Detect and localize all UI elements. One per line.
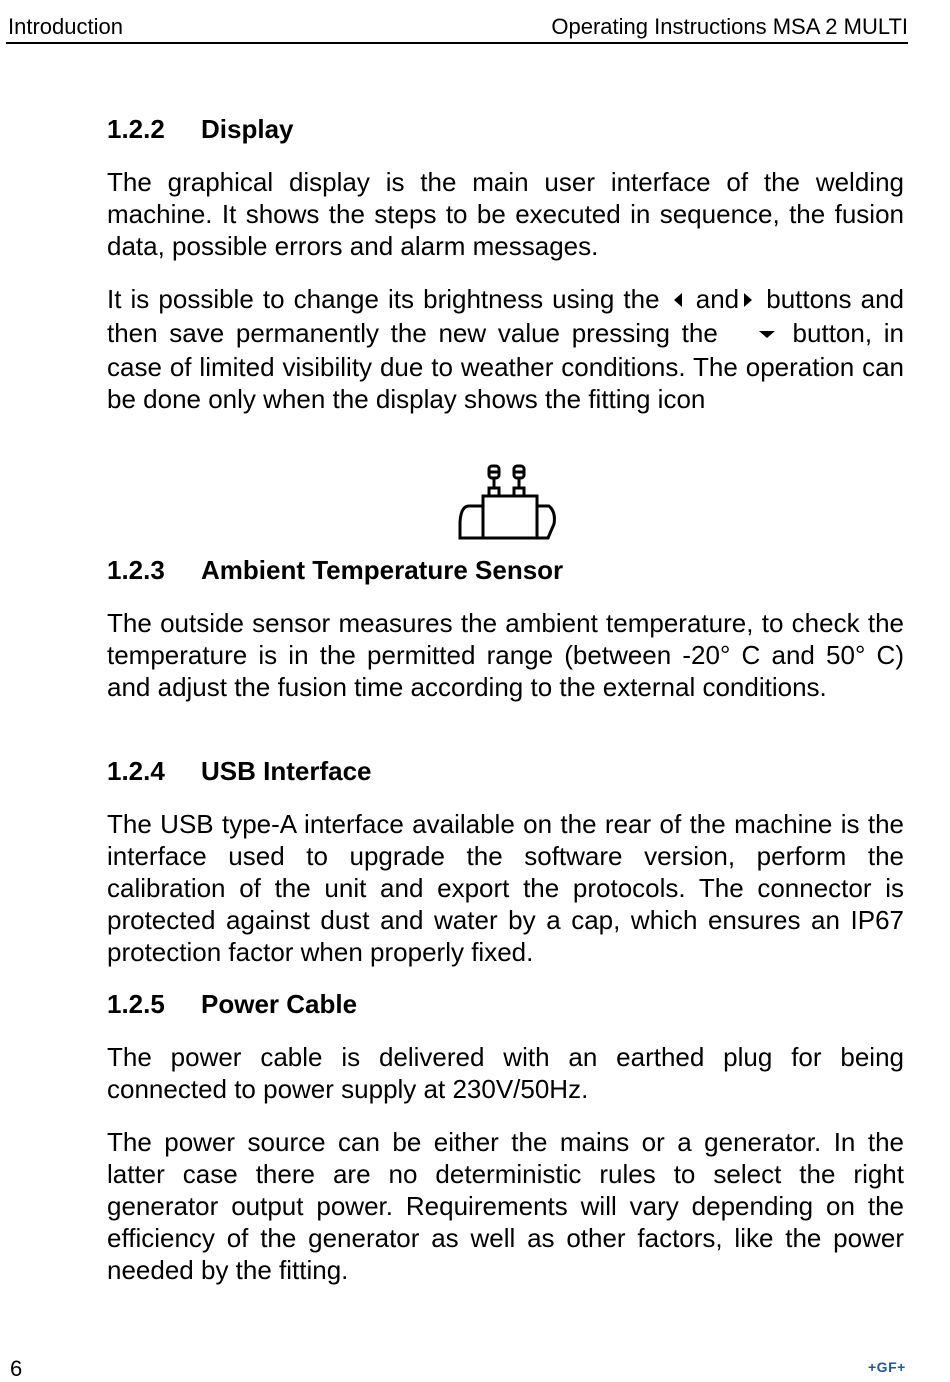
gf-logo: +GF+ (868, 1359, 906, 1375)
section-title: USB Interface (201, 756, 372, 786)
header-rule (6, 42, 908, 44)
power-paragraph-1: The power cable is delivered with an earthed plug for being connected to power supply at 230V/50Hz. (107, 1042, 904, 1104)
ambient-paragraph-1: The outside sensor measures the ambient temperature, to check the temperature is in the permitted range (between -20° C and 50° C) and adjust the fusion time according to the external conditions. (107, 608, 904, 702)
arrow-down-icon (753, 319, 781, 351)
display-p2-text-b: and (695, 284, 740, 314)
section-heading-display (107, 113, 294, 145)
arrow-right-icon (739, 285, 757, 317)
section-title: Power Cable (201, 989, 358, 1019)
display-p2-text-c: buttons and then save permanently the new value pressing the (107, 284, 904, 349)
display-paragraph-2 (107, 283, 904, 415)
section-number: 1.2.3 (107, 555, 165, 585)
display-p2-text-d: button, in case of limited visibility due to weather conditions. The operation can be done only when the display shows the fitting icon (107, 318, 904, 415)
fitting-icon (455, 462, 557, 549)
running-header-section: Introduction (8, 14, 123, 39)
section-number: 1.2.4 (107, 756, 165, 786)
section-heading-usb (107, 755, 372, 787)
display-paragraph-1: The graphical display is the main user interface of the welding machine. It shows the steps to be executed in sequence, the fusion data, possible errors and alarm messages. (107, 167, 904, 261)
page-number: 6 (10, 1356, 23, 1381)
power-paragraph-2: The power source can be either the mains or a generator. In the latter case there are no deterministic rules to select the right generator output power. Requirements will vary depending on the efficiency of the generator as well as other factors, like the power needed by the fitting. (107, 1127, 904, 1285)
running-header-title: Operating Instructions MSA 2 MULTI (551, 14, 908, 39)
arrow-left-icon (669, 285, 687, 317)
usb-paragraph-1: The USB type-A interface available on the rear of the machine is the interface used to upgrade the software version, perform the calibration of the unit and export the protocols. The connector is protected against dust and water by a cap, which ensures an IP67 protection factor when properly fixed. (107, 809, 904, 967)
section-number: 1.2.2 (107, 114, 165, 144)
section-number: 1.2.5 (107, 989, 165, 1019)
section-heading-ambient (107, 554, 563, 586)
display-p2-text-a: It is possible to change its brightness using the (107, 284, 660, 314)
section-title: Ambient Temperature Sensor (201, 555, 564, 585)
section-title: Display (201, 114, 294, 144)
section-heading-power (107, 988, 357, 1020)
